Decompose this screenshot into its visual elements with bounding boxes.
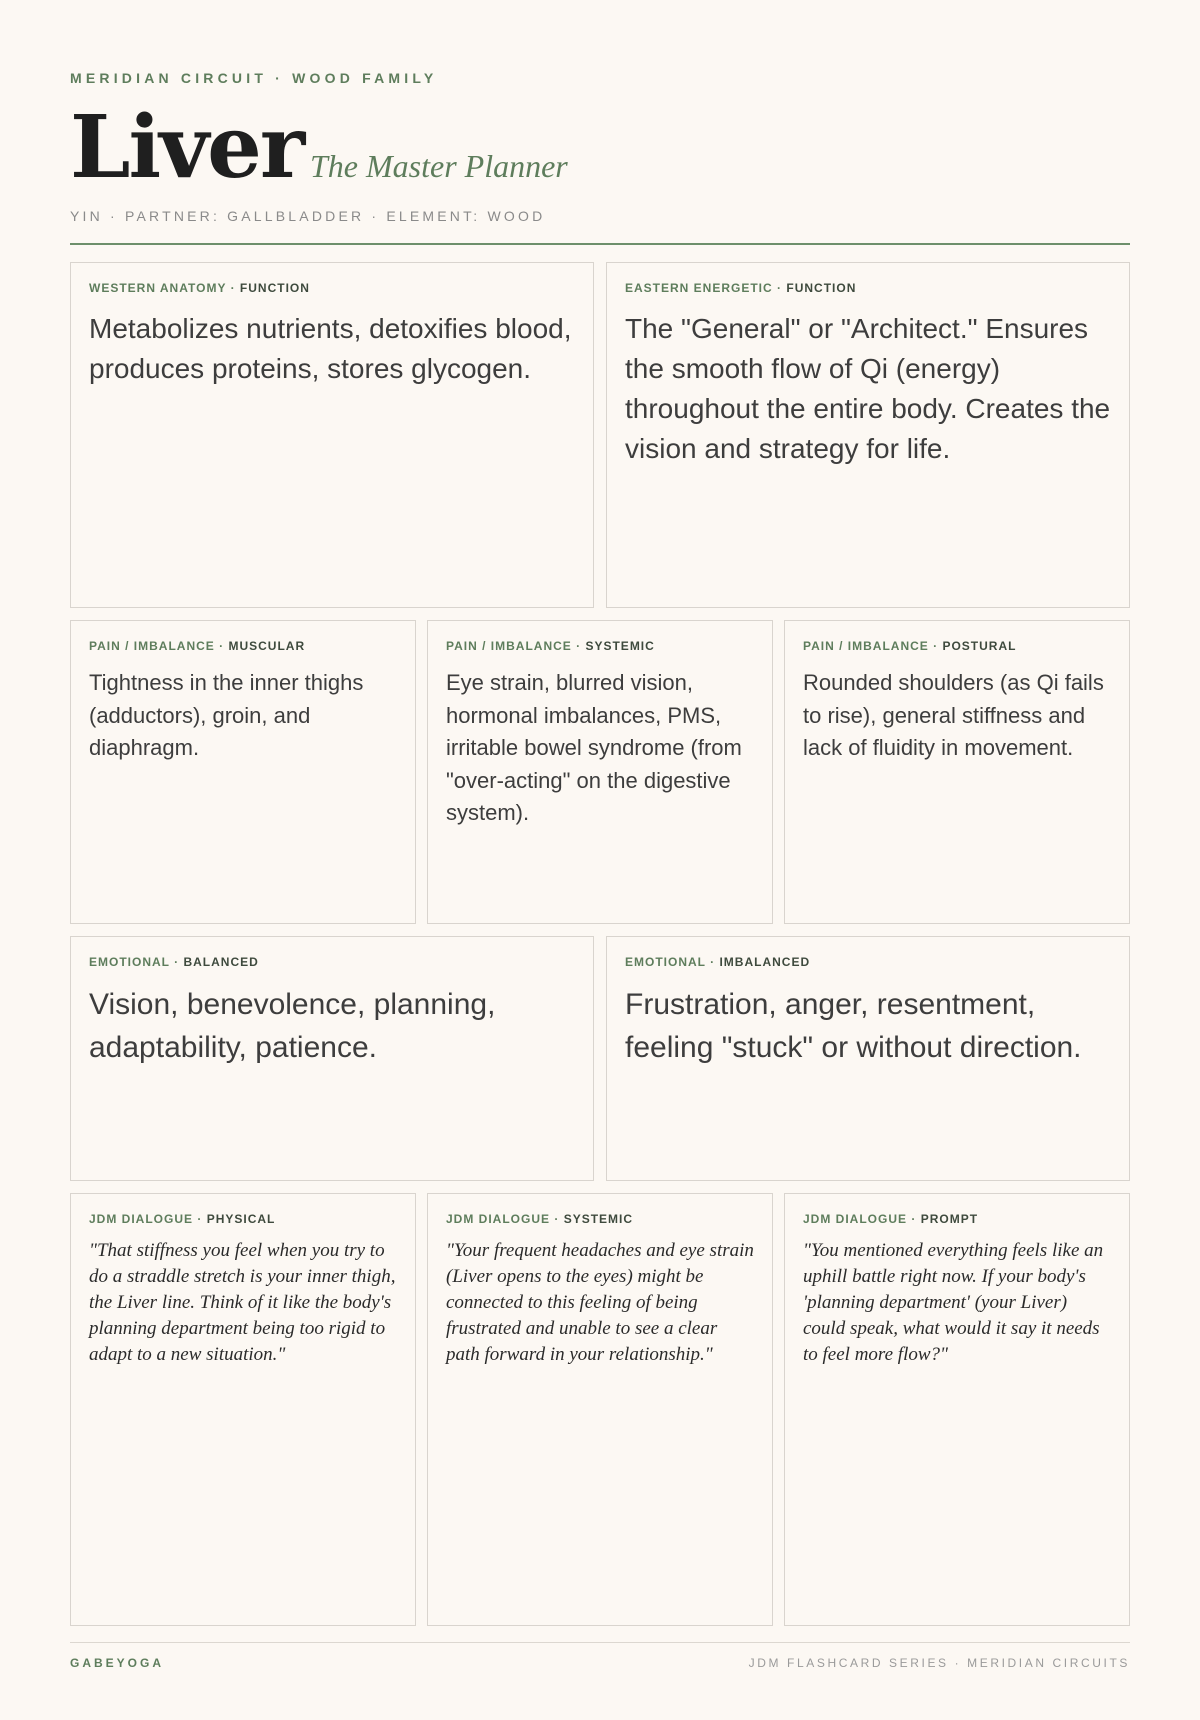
card-label (89, 1212, 397, 1226)
card-jdm-physical (70, 1193, 416, 1626)
card-label (89, 281, 575, 295)
card-jdm-systemic (427, 1193, 773, 1626)
footer-series: JDM FLASHCARD SERIES · MERIDIAN CIRCUITS (748, 1656, 1130, 1670)
card-body: Metabolizes nutrients, detoxifies blood, produces proteins, stores glycogen. (89, 313, 572, 384)
card-pain-postural (784, 620, 1130, 924)
card-subcategory: BALANCED (183, 955, 259, 969)
card-label (803, 639, 1111, 653)
footer-brand: GABEYOGA (70, 1656, 165, 1670)
card-category: WESTERN ANATOMY (89, 281, 227, 295)
card-label (89, 639, 397, 653)
label-separator: · (576, 639, 582, 653)
card-jdm-prompt (784, 1193, 1130, 1626)
card-subcategory: SYSTEMIC (563, 1212, 634, 1226)
card-body: Frustration, anger, resentment, feeling "stuck" or without direction. (625, 988, 1082, 1064)
card-body: Tightness in the inner thighs (adductors), groin, and diaphragm. (89, 670, 364, 760)
meridian-meta: YIN · PARTNER: GALLBLADDER · ELEMENT: WOOD (70, 208, 546, 224)
card-label (803, 1212, 1111, 1226)
card-quote: "That stiffness you feel when you try to do a straddle stretch is your inner thigh, the Liver line. Think of it like the body's planning department being too rigid to adapt to a new situation." (89, 1240, 396, 1365)
card-eastern-function (606, 262, 1130, 608)
card-western-function (70, 262, 594, 608)
label-separator: · (710, 955, 716, 969)
card-body: Eye strain, blurred vision, hormonal imbalances, PMS, irritable bowel syndrome (from "over-acting" on the digestive system). (446, 670, 742, 825)
label-separator: · (219, 639, 225, 653)
card-category: JDM DIALOGUE (89, 1212, 194, 1226)
card-label (446, 639, 754, 653)
card-label (89, 955, 575, 969)
card-category: JDM DIALOGUE (446, 1212, 551, 1226)
card-category: PAIN / IMBALANCE (89, 639, 215, 653)
card-category: PAIN / IMBALANCE (803, 639, 929, 653)
card-quote: "You mentioned everything feels like an uphill battle right now. If your body's 'planning department' (your Liver) could speak, what would it say it needs to feel more flow?" (803, 1240, 1104, 1365)
header-divider (70, 243, 1130, 245)
card-quote: "Your frequent headaches and eye strain (Liver opens to the eyes) might be connected to this feeling of being frustrated and unable to see a clear path forward in your relationship." (446, 1240, 754, 1365)
title-row (70, 97, 1130, 200)
card-subcategory: FUNCTION (786, 281, 857, 295)
card-category: EMOTIONAL (89, 955, 170, 969)
card-label (625, 281, 1111, 295)
card-body: Rounded shoulders (as Qi fails to rise), general stiffness and lack of fluidity in movement. (803, 670, 1104, 760)
card-body: Vision, benevolence, planning, adaptability, patience. (89, 988, 496, 1064)
card-body: The "General" or "Architect." Ensures the smooth flow of Qi (energy) throughout the entire body. Creates the vision and strategy for life. (625, 313, 1111, 464)
card-category: PAIN / IMBALANCE (446, 639, 572, 653)
label-separator: · (911, 1212, 917, 1226)
footer-divider (70, 1642, 1130, 1643)
label-separator: · (933, 639, 939, 653)
label-separator: · (230, 281, 236, 295)
card-label (625, 955, 1111, 969)
page-title: Liver (70, 97, 304, 198)
card-category: EASTERN ENERGETIC (625, 281, 773, 295)
card-pain-muscular (70, 620, 416, 924)
label-separator: · (777, 281, 783, 295)
series-eyebrow: MERIDIAN CIRCUIT · WOOD FAMILY (70, 70, 438, 86)
card-subcategory: FUNCTION (239, 281, 310, 295)
card-label (446, 1212, 754, 1226)
card-subcategory: POSTURAL (942, 639, 1017, 653)
page-subtitle: The Master Planner (310, 148, 568, 184)
card-emotional-imbalanced (606, 936, 1130, 1181)
card-subcategory: SYSTEMIC (585, 639, 655, 653)
card-category: JDM DIALOGUE (803, 1212, 908, 1226)
card-subcategory: PHYSICAL (206, 1212, 276, 1226)
label-separator: · (174, 955, 180, 969)
card-subcategory: PROMPT (920, 1212, 979, 1226)
flashcard-page (70, 0, 1130, 1720)
label-separator: · (197, 1212, 203, 1226)
card-subcategory: IMBALANCED (719, 955, 811, 969)
card-subcategory: MUSCULAR (228, 639, 306, 653)
card-emotional-balanced (70, 936, 594, 1181)
card-pain-systemic (427, 620, 773, 924)
label-separator: · (554, 1212, 560, 1226)
card-category: EMOTIONAL (625, 955, 706, 969)
